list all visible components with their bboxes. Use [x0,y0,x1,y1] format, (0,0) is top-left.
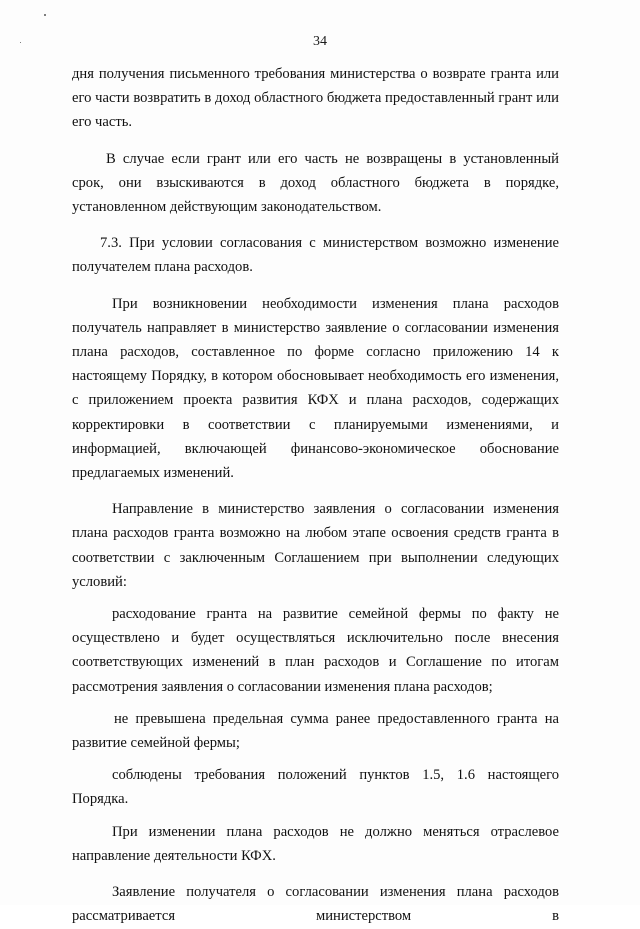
paragraph: не превышена предельная сумма ранее предоставленного гранта на развитие семейной фермы; [72,710,559,752]
paragraph: соблюдены требования положений пунктов 1.5, 1.6 настоящего Порядка. [72,767,559,808]
paragraph: При возникновении необходимости изменения плана расходов получатель направляет в министерство заявление о согласовании изменения плана расходов, составленное по форме согласно приложению 14 к настоящему Порядку, в котором обосновывает необходимость его изменения, с приложением проекта развития КФХ и плана расходов, содержащих корректировки в соответствии с планируемыми изменениями, и информацией, включающей финансово-экономическое обоснование предлагаемых изменений. [72,295,559,482]
paragraph: Заявление получателя о согласовании изменения плана расходов рассматривается министерством в [72,884,559,925]
paragraph: 7.3. При условии согласования с министерством возможно изменение получателем плана расходов. [72,235,559,276]
paragraph: дня получения письменного требования министерства о возврате гранта или его части возвратить в доход областного бюджета предоставленный грант или его часть. [72,66,559,131]
paragraph: Направление в министерство заявления о согласовании изменения плана расходов гранта возможно на любом этапе освоения средств гранта в соответствии с заключенным Соглашением при выполнении следующих условий: [72,501,559,590]
scan-speck [44,14,46,16]
paragraph: При изменении плана расходов не должно меняться отраслевое направление деятельности КФХ. [72,823,559,864]
document-body [72,62,559,929]
paragraph: расходование гранта на развитие семейной фермы по факту не осуществлено и будет осуществляться исключительно после внесения соответствующих изменений в план расходов и Соглашение по итогам рассмотрения заявления о согласовании изменения плана расходов; [72,606,559,695]
paragraph: В случае если грант или его часть не возвращены в установленный срок, они взыскиваются в доход областного бюджета в порядке, установленном действующим законодательством. [72,150,559,216]
page-number: 34 [313,34,327,49]
